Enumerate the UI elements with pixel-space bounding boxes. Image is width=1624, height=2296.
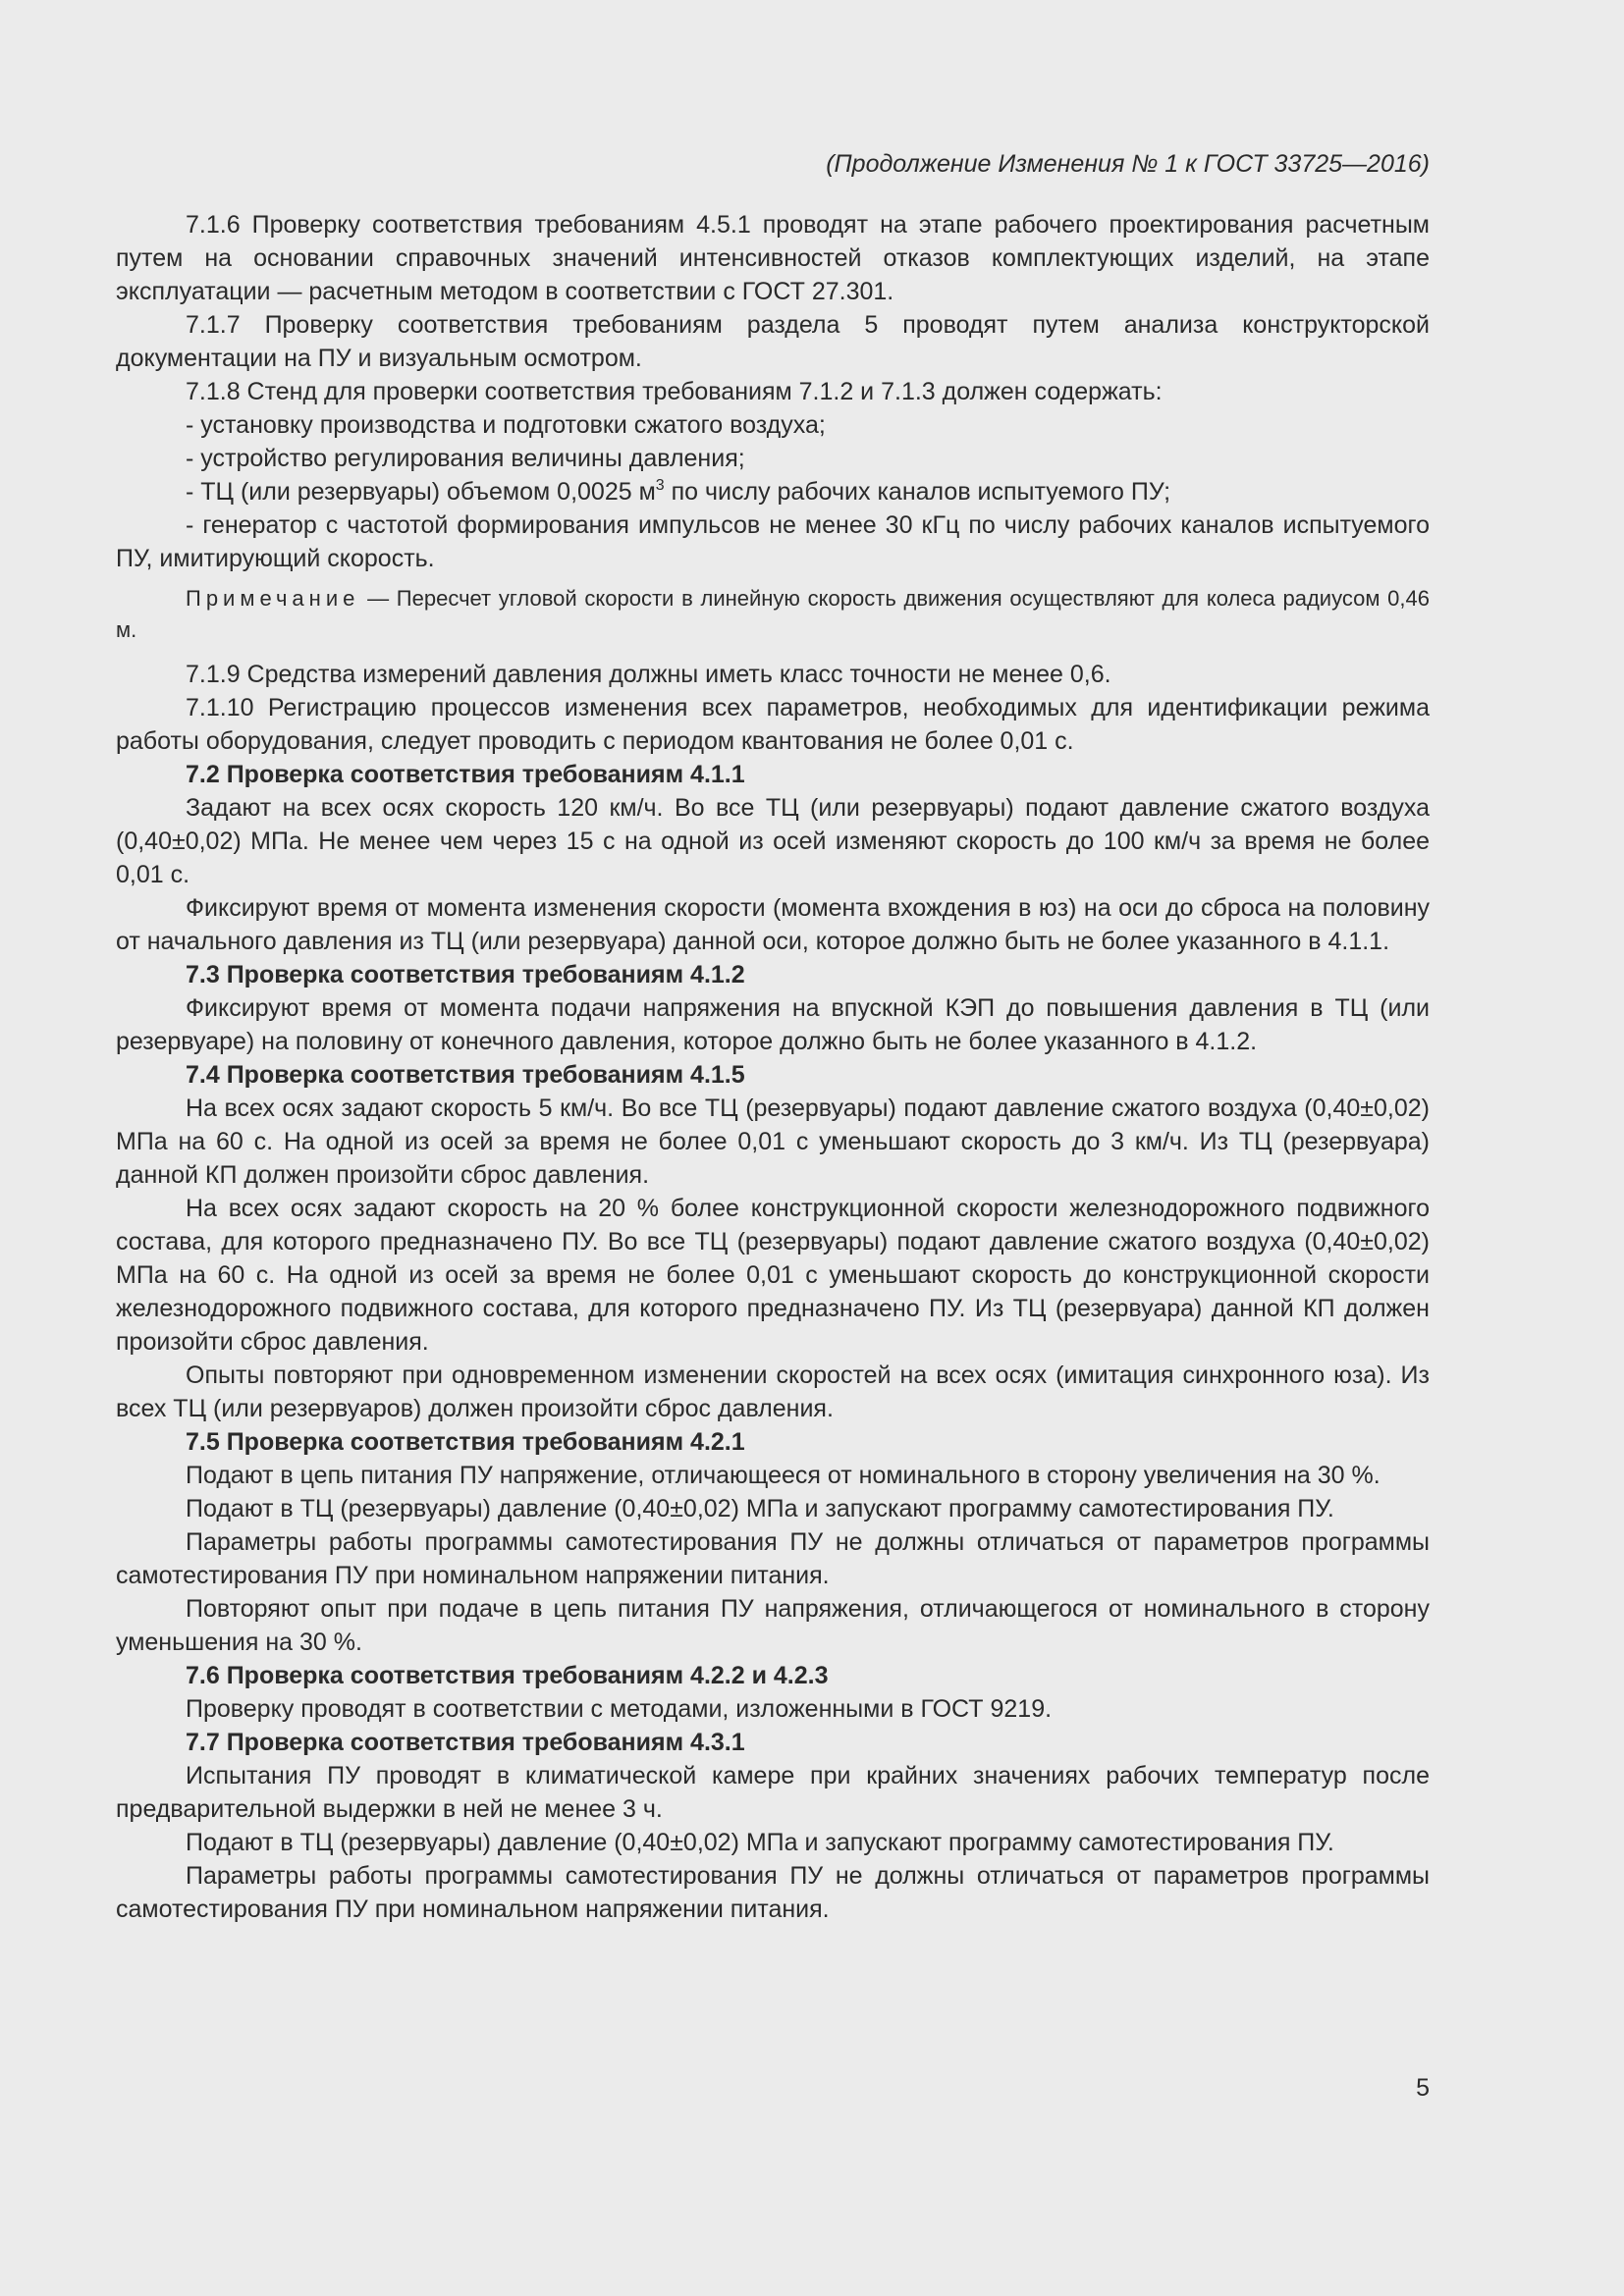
list-item: - генератор с частотой формирования импульсов не менее 30 кГц по числу рабочих каналов испытуемого ПУ, имитирующий скорость.: [116, 511, 1430, 572]
note-text: — Пересчет угловой скорости в линейную скорость движения осуществляют для колеса радиусом 0,46 м.: [116, 586, 1430, 642]
paragraph: Испытания ПУ проводят в климатической камере при крайних значениях рабочих температур после предварительной выдержки в ней не менее 3 ч.: [116, 1762, 1430, 1823]
paragraph: На всех осях задают скорость 5 км/ч. Во все ТЦ (резервуары) подают давление сжатого воздуха (0,40±0,02) МПа на 60 с. На одной из осей за время не более 0,01 с уменьшают скорость до 3 км/ч. Из ТЦ (резервуара) данной КП должен произойти сброс давления.: [116, 1095, 1430, 1189]
paragraph-7-1-10: 7.1.10 Регистрацию процессов изменения всех параметров, необходимых для идентификации режима работы оборудования, следует проводить с периодом квантования не более 0,01 с.: [116, 694, 1430, 755]
section-heading-7-6: 7.6 Проверка соответствия требованиям 4.2.2 и 4.2.3: [186, 1662, 829, 1689]
document-body: [116, 208, 1430, 1926]
paragraph: Подают в ТЦ (резервуары) давление (0,40±0,02) МПа и запускают программу самотестирования ПУ.: [186, 1829, 1334, 1856]
section-heading-7-5: 7.5 Проверка соответствия требованиям 4.2.1: [186, 1428, 745, 1456]
paragraph: Задают на всех осях скорость 120 км/ч. Во все ТЦ (или резервуары) подают давление сжатого воздуха (0,40±0,02) МПа. Не менее чем через 15 с на одной из осей изменяют скорость до 100 км/ч за время не более 0,01 с.: [116, 794, 1430, 888]
list-item: - установку производства и подготовки сжатого воздуха;: [186, 411, 826, 439]
superscript: 3: [655, 477, 665, 494]
section-heading-7-7: 7.7 Проверка соответствия требованиям 4.3.1: [186, 1729, 745, 1756]
note: [116, 583, 1430, 646]
paragraph: Фиксируют время от момента изменения скорости (момента вхождения в юз) на оси до сброса на половину от начального давления из ТЦ (или резервуара) данной оси, которое должно быть не более указанного в 4.1.1.: [116, 894, 1430, 955]
paragraph: Параметры работы программы самотестирования ПУ не должны отличаться от параметров программы самотестирования ПУ при номинальном напряжении питания.: [116, 1528, 1430, 1589]
paragraph-7-1-7: 7.1.7 Проверку соответствия требованиям раздела 5 проводят путем анализа конструкторской документации на ПУ и визуальным осмотром.: [116, 311, 1430, 372]
list-item: - устройство регулирования величины давления;: [186, 445, 745, 472]
list-item-text: по числу рабочих каналов испытуемого ПУ;: [664, 478, 1171, 506]
paragraph: На всех осях задают скорость на 20 % более конструкционной скорости железнодорожного подвижного состава, для которого предназначено ПУ. Во все ТЦ (резервуары) подают давление сжатого воздуха (0,40±0,02) МПа на 60 с. На одной из осей за время не более 0,01 с уменьшают скорость до конструкционной скорости железнодорожного подвижного состава, для которого предназначено ПУ. Из ТЦ (резервуара) данной КП должен произойти сброс давления.: [116, 1195, 1430, 1356]
paragraph-7-1-6: 7.1.6 Проверку соответствия требованиям 4.5.1 проводят на этапе рабочего проектирования расчетным путем на основании справочных значений интенсивностей отказов комплектующих изделий, на этапе эксплуатации — расчетным методом в соответствии с ГОСТ 27.301.: [116, 211, 1430, 305]
paragraph: Опыты повторяют при одновременном изменении скоростей на всех осях (имитация синхронного юза). Из всех ТЦ (или резервуаров) должен произойти сброс давления.: [116, 1362, 1430, 1422]
paragraph: Повторяют опыт при подаче в цепь питания ПУ напряжения, отличающегося от номинального в сторону уменьшения на 30 %.: [116, 1595, 1430, 1656]
section-heading-7-3: 7.3 Проверка соответствия требованиям 4.1.2: [186, 961, 745, 988]
section-heading-7-4: 7.4 Проверка соответствия требованиям 4.1.5: [186, 1061, 745, 1089]
section-heading-7-2: 7.2 Проверка соответствия требованиям 4.1.1: [186, 761, 745, 788]
page-number: 5: [1416, 2074, 1430, 2102]
paragraph: Подают в ТЦ (резервуары) давление (0,40±0,02) МПа и запускают программу самотестирования ПУ.: [186, 1495, 1334, 1522]
running-header: (Продолжение Изменения № 1 к ГОСТ 33725—2016): [826, 150, 1430, 178]
paragraph-7-1-9: 7.1.9 Средства измерений давления должны иметь класс точности не менее 0,6.: [186, 661, 1111, 688]
list-item-text: - ТЦ (или резервуары) объемом 0,0025 м: [186, 478, 656, 506]
list-item: [116, 475, 1430, 508]
paragraph: Параметры работы программы самотестирования ПУ не должны отличаться от параметров программы самотестирования ПУ при номинальном напряжении питания.: [116, 1862, 1430, 1923]
paragraph: Проверку проводят в соответствии с методами, изложенными в ГОСТ 9219.: [186, 1695, 1053, 1723]
note-label: Примечание: [186, 586, 360, 611]
paragraph-7-1-8: 7.1.8 Стенд для проверки соответствия требованиям 7.1.2 и 7.1.3 должен содержать:: [186, 378, 1163, 405]
paragraph: Подают в цепь питания ПУ напряжение, отличающееся от номинального в сторону увеличения на 30 %.: [186, 1462, 1380, 1489]
paragraph: Фиксируют время от момента подачи напряжения на впускной КЭП до повышения давления в ТЦ (или резервуаре) на половину от конечного давления, которое должно быть не более указанного в 4.1.2.: [116, 994, 1430, 1055]
